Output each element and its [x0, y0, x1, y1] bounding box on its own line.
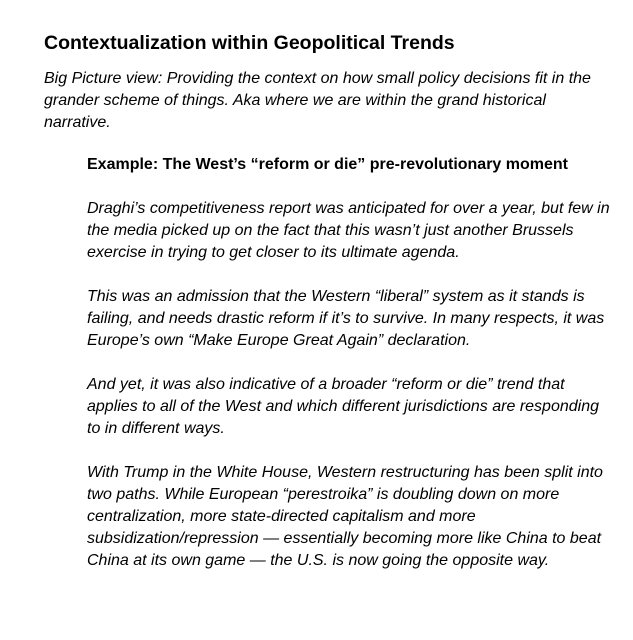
section-title: Contextualization within Geopolitical Trends — [44, 32, 455, 54]
example-paragraph-2: This was an admission that the Western “liberal” system as it stands is failing, and needs drastic reform if it’s to survive. In many respects, it was Europe’s own “Make Europe Great Again” declaration. — [87, 288, 605, 349]
section-intro: Big Picture view: Providing the context on how small policy decisions fit in the grander scheme of things. Aka where we are within the grand historical narrative. — [44, 70, 591, 131]
example-paragraph-4: With Trump in the White House, Western restructuring has been split into two paths. While European “perestroika” is doubling down on more centralization, more state-directed capitalism and more subsidization/repression — essentially becoming more like China to beat China at its own game — the U.S. is now going the opposite way. — [87, 464, 603, 569]
example-paragraph-1: Draghi’s competitiveness report was anticipated for over a year, but few in the media picked up on the fact that this wasn’t just another Brussels exercise in trying to get closer to its ultimate agenda. — [87, 200, 610, 261]
example-paragraph-3: And yet, it was also indicative of a broader “reform or die” trend that applies to all of the West and which different jurisdictions are responding to in different ways. — [87, 376, 599, 437]
example-title: Example: The West’s “reform or die” pre-revolutionary moment — [87, 156, 568, 173]
example-block — [87, 154, 615, 572]
